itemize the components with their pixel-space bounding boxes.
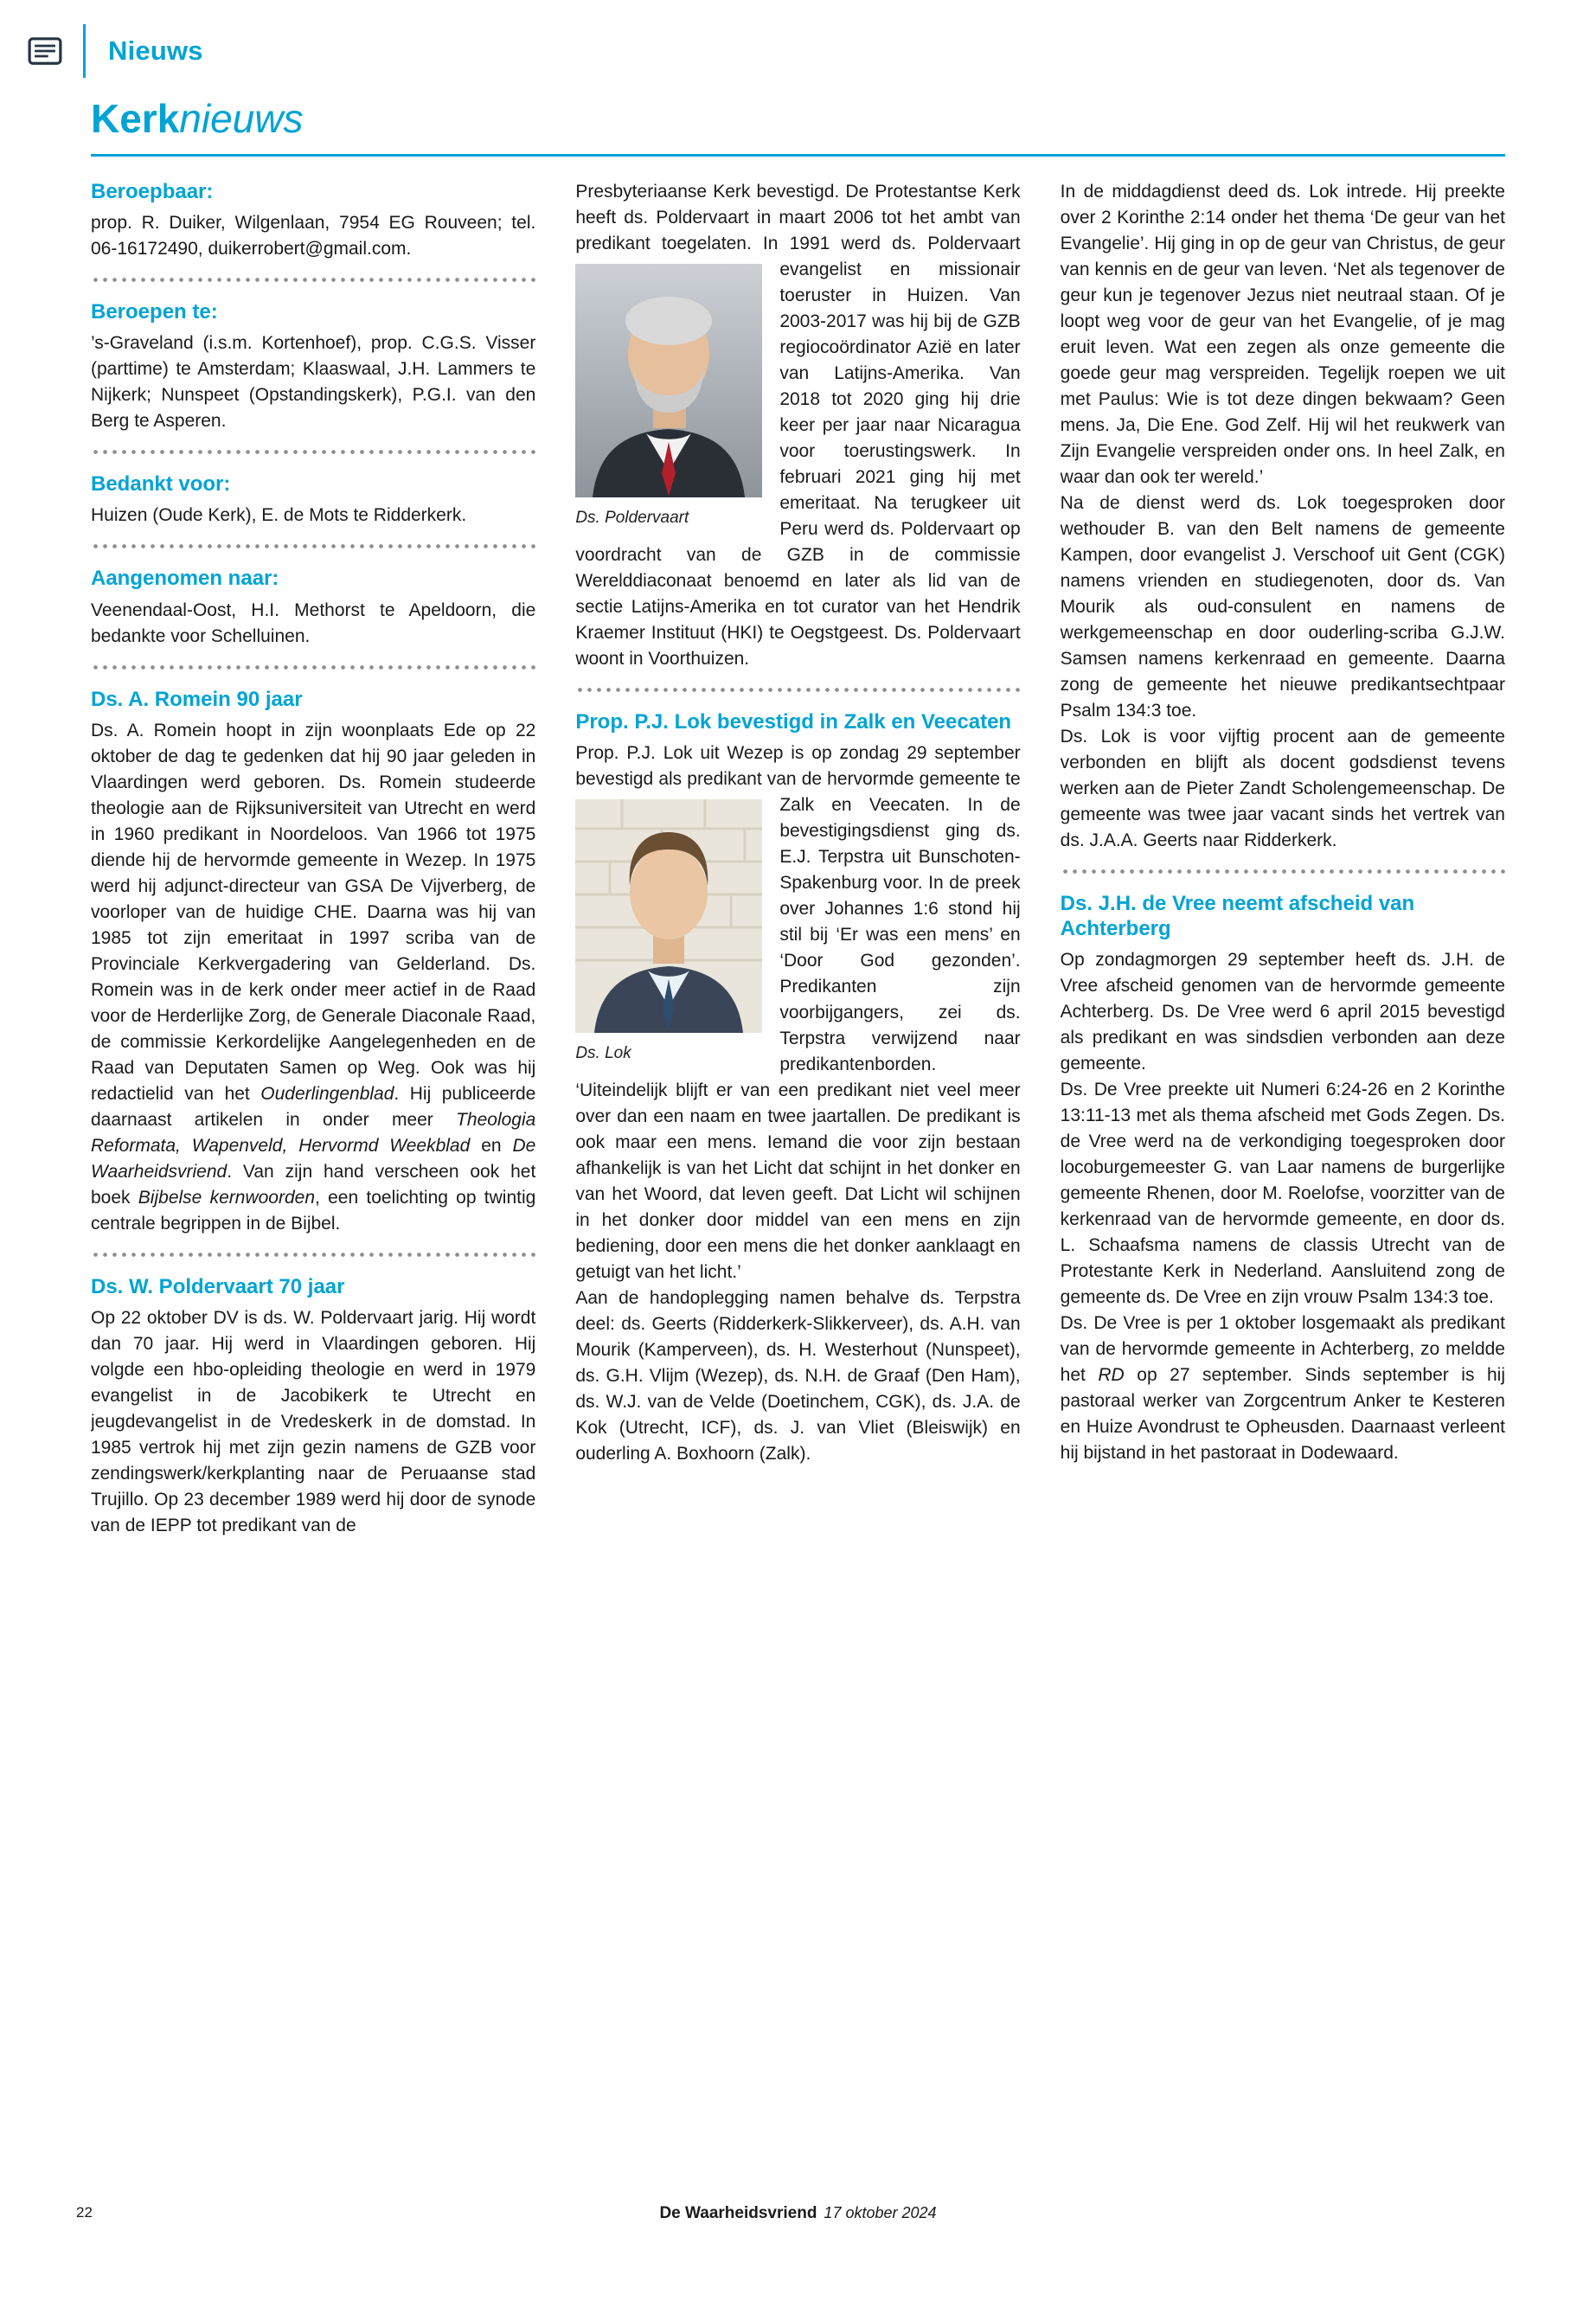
section-body: In de middagdienst deed ds. Lok intrede. Hij preekte over 2 Korinthe 2:14 onder het thema ‘De geur van het Evangelie’. Hij ging in op de geur van Christus, de geur van kennis en de geur van leven. ‘Net als tegenover de geur kun je tegenover Jezus niet neutraal staan. Of je loopt weg voor de geur van het Evangelie, of je mag eruit leven. Wat een zegen als onze gemeente die goede geur mag verspreiden. Tegelijk roepen we uit met Paulus: Wie is tot deze dingen bekwaam? Geen mens. Ja, Die Ene. God Zelf. Hij wil het reukwerk van Zijn Evangelie verspreiden onder ons. In heel Zalk, en waar dan ook ter wereld.’ [1060, 181, 1505, 487]
page-title [91, 97, 1505, 141]
section-body: ’s-Graveland (i.s.m. Kortenhoef), prop. C.G.S. Visser (parttime) te Amsterdam; Klaaswaal, J.H. Lammers te Nijkerk; Nunspeet (Opstandingskerk), P.G.I. van den Berg te Asperen. [91, 333, 536, 432]
section-heading: Ds. A. Romein 90 jaar [91, 687, 303, 711]
italic-segment: Theologia Reformata, Wapenveld, Hervormd Weekblad [91, 1109, 536, 1156]
section-body: Veenendaal-Oost, H.I. Methorst te Apeldoorn, die bedankte voor Schelluinen. [91, 599, 536, 646]
page-header [26, 22, 203, 80]
dotted-divider [91, 544, 535, 548]
dotted-divider [91, 1253, 535, 1257]
magazine-name: De Waarheidsvriend [659, 2204, 817, 2222]
section-body: Aan de handoplegging namen behalve ds. Terpstra deel: ds. Geerts (Ridderkerk-Slikkerveer), ds. A.H. van Mourik (Kamperveen), ds. H. Westerhout (Nunspeet), ds. G.H. Vlijm (Wezep), ds. N.H. de Graaf (Den Ham), ds. W.J. van de Velde (Doetinchem, CGK), ds. J.A. de Kok (Utrecht, ICF), ds. J. van Vliet (Bleiswijk) en ouderling A. Boxhoorn (Zalk). [575, 1287, 1021, 1464]
poldervaart-figure [575, 264, 762, 531]
section-body: Na de dienst werd ds. Lok toegesproken door wethouder B. van den Belt namens de gemeente Kampen, door evangelist J. Verschoof uit Gent (CGK) namens vrienden en studiegenoten, door ds. Van Mourik als oud-consulent en namens de werkgemeenschap en door ouderling-scriba G.J.W. Samsen namens kerkenraad en gemeente. Daarna zong de gemeente het nieuwe predikantsechtpaar Psalm 134:3 toe. [1060, 492, 1505, 721]
title-italic: nieuws [179, 96, 304, 141]
columns [91, 179, 1505, 2160]
title-bold: Kerk [91, 96, 180, 141]
section-heading: Bedankt voor: [91, 472, 231, 497]
page-number: 22 [76, 2204, 93, 2221]
issue-date: 17 oktober 2024 [824, 2204, 937, 2221]
photo-caption: Ds. Poldervaart [575, 508, 689, 527]
text-segment: Ds. A. Romein hoopt in zijn woonplaats Ede op 22 oktober de dag te gedenken dat hij 90 jaar geleden in Vlaardingen werd geboren. Ds. Romein studeerde theologie aan de Rijksuniversiteit van Utrecht en werd in 1960 predikant in Noordeloos. Van 1966 tot 1975 diende hij de hervormde gemeente in Wezep. In 1975 werd hij adjunct-directeur van GSA De Vijverberg, de voorloper van de huidige CHE. Daarna was hij van 1985 tot zijn emeritaat in 1997 scriba van de Provinciale Kerkvergadering van Gelderland. Ds. Romein was in de kerk onder meer actief in de Raad voor de Herderlijke Zorg, de Generale Diaconale Raad, de commissie Kerkordelijke Aangelegenheden en de Raad van Deputaten Samen op Weg. Ook was hij redactielid van het [91, 720, 536, 1104]
lok-figure [575, 799, 762, 1067]
section-bedankt [91, 471, 535, 529]
section-body: Op 22 oktober DV is ds. W. Poldervaart jarig. Hij wordt dan 70 jaar. Hij werd in Vlaardingen geboren. Hij volgde een hbo-opleiding theologie en werd in 1979 evangelist in de Jacobikerk te Utrecht en jeugdevangelist in de Vredeskerk in de domstad. In 1985 vertrok hij met zijn gezin namens de GZB voor zendingswerk/kerkplanting naar de Peruaanse stad Trujillo. Op 23 december 1989 werd hij door de synode van de IEPP tot predikant van de [91, 1308, 536, 1536]
section-devree [1061, 891, 1505, 1467]
section-beroepbaar [91, 179, 535, 262]
news-icon [26, 32, 64, 70]
photo-caption: Ds. Lok [575, 1043, 631, 1062]
section-body: Huizen (Oude Kerk), E. de Mots te Ridderkerk. [91, 505, 467, 526]
section-lok [575, 709, 1020, 1467]
footer-center [659, 2204, 936, 2223]
section-aangenomen [91, 566, 535, 649]
page-footer [76, 2204, 1520, 2230]
italic-segment: Bijbelse kernwoorden [138, 1187, 315, 1208]
dotted-divider [91, 278, 535, 282]
section-heading: Ds. J.H. de Vree neemt afscheid van Achterberg [1060, 891, 1415, 940]
text-segment: Prop. P.J. Lok uit Wezep is op zondag 29 september bevestigd als predikant van de hervormde gemeente te Zalk en Veecaten. [575, 742, 1021, 815]
lok-photo [575, 799, 762, 1033]
dotted-divider [91, 665, 535, 670]
section-beroepen [91, 299, 535, 434]
dotted-divider [91, 450, 535, 454]
text-segment: op 27 september. Sinds september is hij pastoraal werker van Zorgcentrum Anker te Kesteren en Huize Avondrust te Opheusden. Daarnaast verleent hij bijstand in het pastoraat in Dodewaard. [1060, 1365, 1505, 1464]
section-lok-continuation [1061, 179, 1505, 854]
section-body: Op zondagmorgen 29 september heeft ds. J.H. de Vree afscheid genomen van de hervormde gemeente Achterberg. Ds. De Vree werd 6 april 2015 bevestigd als predikant en was sindsdien verbonden aan deze gemeente. [1060, 950, 1505, 1074]
title-rule [91, 154, 1505, 157]
column-1 [91, 179, 535, 2160]
italic-segment: RD [1098, 1365, 1125, 1386]
text-segment: Presbyteriaanse Kerk bevestigd. De Protestantse Kerk heeft ds. Poldervaart in maart 2006 tot het ambt van predikant toegelaten. In 1991 werd ds. Poldervaart [575, 181, 1021, 253]
section-romein [91, 687, 535, 1237]
section-body: Ds. De Vree preekte uit Numeri 6:24-26 en 2 Korinthe 13:11-13 met als thema afscheid met Gods Zegen. Ds. de Vree werd na de verkondiging toegesproken door locoburgemeester G. van Laar namens de burgerlijke gemeente Rhenen, door M. Roelofse, voorzitter van de kerkenraad van de hervormde gemeente, en door ds. L. Schaafsma namens de classis Utrecht van de Protestante Kerk in Nederland. Aansluitend zong de gemeente ds. De Vree en zijn vrouw Psalm 134:3 toe. [1060, 1080, 1505, 1308]
section-heading: Ds. W. Poldervaart 70 jaar [91, 1274, 345, 1298]
section-heading: Aangenomen naar: [91, 567, 279, 591]
italic-segment: Ouderlingenblad [260, 1083, 394, 1104]
section-body [91, 718, 535, 1237]
section-heading: Beroepen te: [91, 299, 218, 324]
lok-body [575, 740, 1020, 1285]
dotted-divider [1061, 869, 1505, 874]
column-3 [1061, 179, 1505, 2160]
section-poldervaart-start [91, 1274, 535, 1539]
section-label: Nieuws [108, 35, 203, 66]
section-heading: Prop. P.J. Lok bevestigd in Zalk en Veecaten [575, 709, 1012, 734]
section-body [1061, 1311, 1505, 1466]
text-segment: , een toelichting op twintig centrale begrippen in de Bijbel. [91, 1187, 536, 1234]
text-segment: Ds. De Vree is per 1 oktober losgemaakt als predikant van de hervormde gemeente in Achterberg, zo meldde het [1060, 1313, 1505, 1386]
section-body: Ds. Lok is voor vijftig procent aan de gemeente verbonden en blijft als docent godsdienst tevens werken aan de Pieter Zandt Scholengemeenschap. De gemeente was twee jaar vacant sinds het vertrek van ds. J.A.A. Geerts naar Ridderkerk. [1060, 726, 1505, 850]
dotted-divider [575, 688, 1020, 692]
poldervaart-continuation [575, 179, 1020, 672]
italic-segment: De Waarheidsvriend [91, 1135, 536, 1182]
section-heading: Beroepbaar: [91, 179, 214, 203]
header-divider [83, 24, 86, 78]
section-body: prop. R. Duiker, Wilgenlaan, 7954 EG Rouveen; tel. 06-16172490, duikerrobert@gmail.com. [91, 212, 536, 259]
column-2 [575, 179, 1020, 2160]
page-content [91, 97, 1505, 2160]
poldervaart-photo [575, 264, 762, 497]
text-segment: . Hij publiceerde daarnaast artikelen in onder meer [91, 1083, 536, 1130]
text-segment: In de bevestigingsdienst ging ds. E.J. Terpstra uit Bunschoten-Spakenburg voor. In de preek over Johannes 1:6 stond hij stil bij ‘Er was een mens’ en ‘Door God gezonden’. Predikanten zijn voorbijgangers, zei ds. Terpstra verwijzend naar predikantenborden. ‘Uiteindelijk blijft er van een predikant niet veel meer over dan een naam en twee jaartallen. De predikant is ook maar een mens. Iemand die voor zijn bestaan afhankelijk is van het Licht dat schijnt in het donker en van het Woord, dat leven geeft. Dat Licht wil schijnen in het donker door middel van een mens en zijn bediening, door een mens die het donker aanklaagt en getuigt van het licht.’ [575, 794, 1021, 1282]
text-segment: . Van zijn hand verscheen ook het boek [91, 1161, 536, 1208]
text-segment: evangelist en missionair toeruster in Huizen. Van 2003-2017 was hij bij de GZB regiocoördinator Azië en later van Latijns-Amerika. Van 2018 tot 2020 ging hij drie keer per jaar naar Nicaragua voor toerustingswerk. In februari 2021 ging hij met emeritaat. Na terugkeer uit Peru werd ds. Poldervaart op voordracht van de GZB in de commissie Werelddiaconaat benoemd en later als lid van de sectie Latijns-Amerika en tot curator van het Hendrik Kraemer Instituut (HKI) te Oegstgeest. Ds. Poldervaart woont in Voorthuizen. [575, 259, 1021, 669]
text-segment: en [470, 1135, 513, 1156]
